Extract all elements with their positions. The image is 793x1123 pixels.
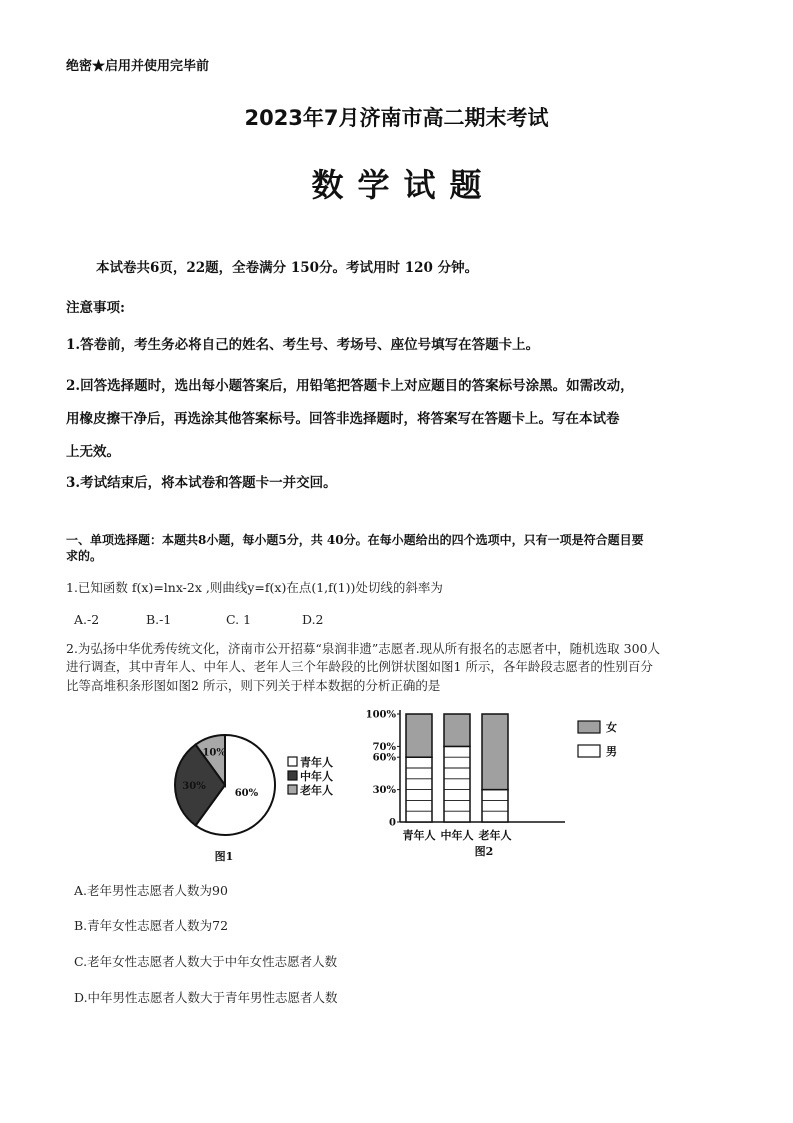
y-tick-label-4: 70% (372, 741, 396, 753)
exam-title: 2023年7月济南市高二期末考试 (244, 106, 549, 130)
pie-slice-label-2: 30% (182, 781, 206, 792)
question-2-option-c: C.老年女性志愿者人数大于中年女性志愿者人数 (74, 954, 338, 969)
note-item-1: 1.答卷前，考生务必将自己的姓名、考生号、考场号、座位号填写在答题卡上。 (66, 337, 540, 353)
pie-slice-label-1: 60% (234, 787, 259, 799)
question-2-stem-line-1: 2.为弘扬中华优秀传统文化，济南市公开招募“泉润非遗”志愿者.现从所有报名的志愿者中，随机选取 300人 (66, 641, 661, 656)
pie-legend-label-3: 老年人 (300, 784, 333, 797)
bar-2-male (444, 746, 470, 822)
figures (160, 700, 617, 870)
note-item-2-line-1: 2.回答选择题时，选出每小题答案后，用铅笔把答题卡上对应题目的答案标号涂黑。如需改动， (66, 378, 634, 394)
question-2-option-a: A.老年男性志愿者人数为90 (74, 883, 228, 898)
bar-legend-swatch-male (578, 745, 600, 757)
x-tick-label-1: 青年人 (402, 829, 436, 842)
y-tick-label-1: 0 (389, 817, 396, 829)
pie-legend-label-1: 青年人 (300, 756, 333, 769)
bar-1-female (406, 714, 432, 757)
section-heading-line-1: 一、单项选择题：本题共8小题，每小题5分，共 40分。在每小题给出的四个选项中，只有一项是符合题目要 (66, 533, 644, 547)
bar-2-female (444, 714, 470, 746)
x-tick-label-3: 老年人 (478, 829, 512, 842)
figure-2-caption: 图2 (474, 845, 494, 858)
bar-3-male (482, 790, 508, 822)
question-2-stem-line-3: 比等高堆积条形图如图2 所示，则下列关于样本数据的分析正确的是 (66, 678, 441, 693)
y-tick-label-3: 60% (372, 752, 396, 764)
question-1-stem: 1.已知函数 f(x)=lnx-2x ,则曲线y=f(x)在点(1,f(1))处切线的斜率为 (66, 580, 443, 595)
pie-legend-swatch-1 (288, 757, 297, 766)
bar-legend-label-male: 男 (606, 745, 617, 758)
pie-legend-swatch-3 (288, 785, 297, 794)
question-2-option-d: D.中年男性志愿者人数大于青年男性志愿者人数 (74, 990, 338, 1005)
pie-legend-swatch-2 (288, 771, 297, 780)
subject-title: 数学试题 (311, 166, 496, 204)
notes-heading: 注意事项: (66, 300, 125, 316)
pie-slice-label-3: 10% (202, 747, 226, 759)
figure-1-caption: 图1 (214, 850, 234, 863)
question-2-option-b: B.青年女性志愿者人数为72 (74, 918, 229, 933)
bar-legend-swatch-female (578, 721, 600, 733)
confidential-mark: 绝密★启用并使用完毕前 (66, 59, 210, 74)
question-2-stem-line-2: 进行调查，其中青年人、中年人、老年人三个年龄段的比例饼状图如图1 所示，各年龄段志愿者的性别百分 (66, 659, 653, 674)
question-1-option-d: D.2 (302, 612, 324, 627)
x-tick-label-2: 中年人 (440, 829, 474, 842)
question-1-option-c: C. 1 (226, 612, 252, 627)
question-1-option-a: A.-2 (74, 612, 100, 627)
bar-3-female (482, 714, 508, 790)
pie-legend-label-2: 中年人 (300, 770, 333, 783)
section-heading-line-2: 求的。 (66, 549, 103, 563)
intro-text: 本试卷共6页，22题，全卷满分 150分。考试用时 120 分钟。 (96, 260, 479, 276)
bar-legend-label-female: 女 (606, 721, 617, 734)
question-1-option-b: B.-1 (146, 612, 172, 627)
y-tick-label-5: 100% (365, 709, 396, 721)
note-item-2-line-2: 用橡皮擦干净后，再选涂其他答案标号。回答非选择题时，将答案写在答题卡上。写在本试卷 (66, 411, 620, 427)
note-item-3: 3.考试结束后，将本试卷和答题卡一并交回。 (66, 475, 337, 491)
y-tick-label-2: 30% (372, 785, 396, 797)
note-item-2-line-3: 上无效。 (66, 444, 120, 460)
